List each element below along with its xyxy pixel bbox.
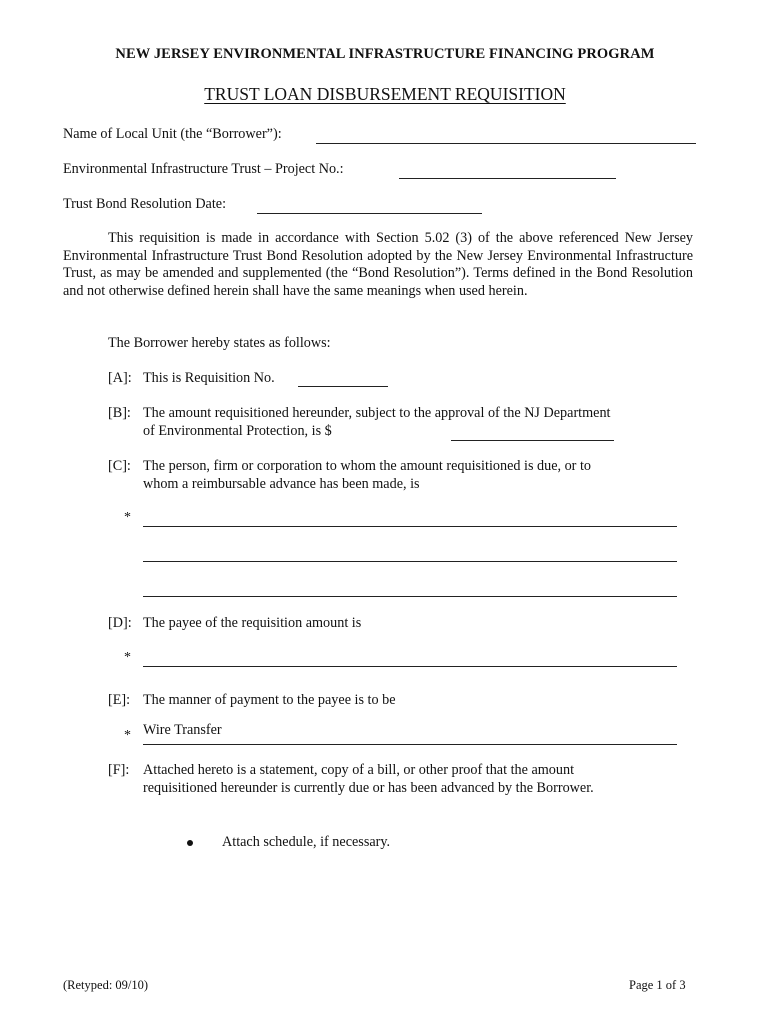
item-e-text: The manner of payment to the payee is to be bbox=[143, 692, 396, 708]
item-e-tag: [E]: bbox=[108, 692, 131, 708]
attach-schedule-note: Attach schedule, if necessary. bbox=[222, 834, 391, 850]
payee-field[interactable] bbox=[143, 666, 677, 667]
borrower-statement: The Borrower hereby states as follows: bbox=[108, 335, 331, 351]
item-f-line1: Attached hereto is a statement, copy of a bill, or other proof that the amount bbox=[143, 762, 575, 778]
payee-name-field-3[interactable] bbox=[143, 596, 677, 597]
required-star: * bbox=[124, 728, 131, 743]
amount-field[interactable] bbox=[451, 440, 614, 441]
required-star: * bbox=[124, 650, 131, 665]
required-star: * bbox=[124, 510, 131, 525]
local-unit-label: Name of Local Unit (the “Borrower”): bbox=[63, 126, 282, 142]
form-title-text: TRUST LOAN DISBURSEMENT REQUISITION bbox=[204, 84, 566, 104]
resolution-date-label: Trust Bond Resolution Date: bbox=[63, 196, 227, 212]
bullet-point bbox=[187, 840, 193, 846]
form-title bbox=[0, 84, 770, 105]
item-c-line1: The person, firm or corporation to whom the amount requisitioned is due, or to bbox=[143, 458, 591, 474]
payment-method-value: Wire Transfer bbox=[143, 722, 222, 738]
program-header: NEW JERSEY ENVIRONMENTAL INFRASTRUCTURE FINANCING PROGRAM bbox=[115, 46, 655, 62]
item-b-line2: of Environmental Protection, is $ bbox=[143, 423, 332, 439]
local-unit-field[interactable] bbox=[316, 143, 696, 144]
payee-name-field-2[interactable] bbox=[143, 561, 677, 562]
intro-paragraph bbox=[63, 230, 693, 300]
resolution-date-field[interactable] bbox=[257, 213, 482, 214]
item-f-line2: requisitioned hereunder is currently due or has been advanced by the Borrower. bbox=[143, 780, 594, 796]
item-d-tag: [D]: bbox=[108, 615, 132, 631]
project-no-label: Environmental Infrastructure Trust – Project No.: bbox=[63, 161, 344, 177]
item-a-text: This is Requisition No. bbox=[143, 370, 275, 386]
item-c-tag: [C]: bbox=[108, 458, 131, 474]
requisition-no-field[interactable] bbox=[298, 386, 388, 387]
item-b-tag: [B]: bbox=[108, 405, 131, 421]
intro-text: This requisition is made in accordance with Section 5.02 (3) of the above referenced New Jersey Environmental Infrastructure Trust Bond Resolution adopted by the New Jersey Environmental Infrastructure Trust, as may be amended and supplemented (the “Bond Resolution”). Terms defined in the Bond Resolution and not otherwise defined herein shall have the same meanings when used herein. bbox=[63, 230, 693, 299]
item-b-line1: The amount requisitioned hereunder, subject to the approval of the NJ Department bbox=[143, 405, 611, 421]
footer-page-number: Page 1 of 3 bbox=[629, 978, 686, 992]
item-a-tag: [A]: bbox=[108, 370, 132, 386]
item-f-tag: [F]: bbox=[108, 762, 130, 778]
item-c-line2: whom a reimbursable advance has been made, is bbox=[143, 476, 420, 492]
project-no-field[interactable] bbox=[399, 178, 616, 179]
footer-retyped: (Retyped: 09/10) bbox=[63, 978, 149, 992]
payee-name-field-1[interactable] bbox=[143, 526, 677, 527]
item-d-text: The payee of the requisition amount is bbox=[143, 615, 362, 631]
payment-method-field[interactable] bbox=[143, 744, 677, 745]
